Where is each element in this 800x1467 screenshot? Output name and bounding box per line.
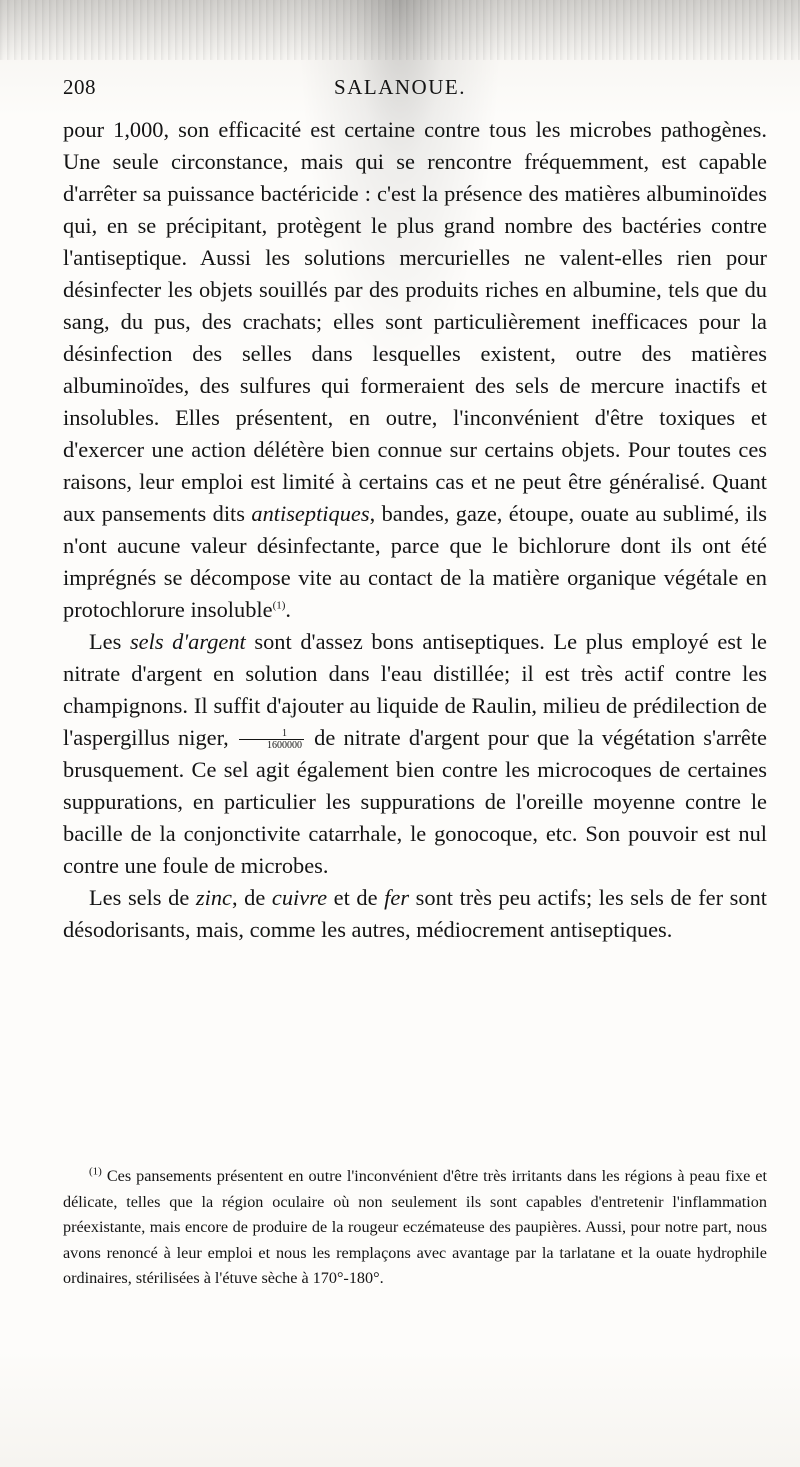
running-title: SALANOUE.: [334, 75, 466, 99]
paragraph-zinc-copper-iron: Les sels de zinc, de cuivre et de fer sont très peu actifs; les sels de fer sont désodorisants, mais, comme les autres, médiocrement antiseptiques.: [63, 885, 767, 942]
fraction-numerator: 1: [239, 728, 304, 740]
footnote-reference[interactable]: (1): [272, 599, 286, 612]
italic-term: antiseptiques: [251, 501, 370, 526]
fraction: [239, 728, 304, 751]
fraction-denominator: 1600000: [266, 740, 302, 752]
scan-edge-shadow: [0, 0, 800, 60]
paragraph-silver-salts: Les sels d'argent sont d'assez bons antiseptiques. Le plus employé est le nitrate d'argent en solution dans l'eau distillée; il est très actif contre les champignons. Il suffit d'ajouter au liquide de Raulin, milieu de prédilection de l'aspergillus niger, $\frac{1}{1600000}$ de nitrate d'argent pour que la végétation s'arrête brusquement. Ce sel agit également bien contre les microcoques de certaines suppurations, en particulier les suppurations de l'oreille moyenne contre le bacille de la conjonctivite catarrhale, le gonocoque, etc. Son pouvoir est nul contre une foule de microbes.: [63, 629, 767, 878]
italic-term: cuivre: [271, 885, 328, 910]
italic-term: zinc: [195, 885, 232, 910]
footnote-marker: (1): [89, 1165, 102, 1178]
italic-term: fer: [384, 885, 410, 910]
italic-term: sels d'argent: [129, 629, 246, 654]
page-header: [0, 75, 800, 109]
page-number: 208: [63, 75, 96, 99]
paragraph-mercury: pour 1,000, son efficacité est certaine contre tous les microbes pathogènes. Une seule circonstance, mais qui se rencontre fréquemment, est capable d'arrêter sa puissance bactéricide : c'est la présence des matières albuminoïdes qui, en se précipitant, protègent le plus grand nombre des bactéries contre l'antiseptique. Aussi les solutions mercurielles ne valent-elles rien pour désinfecter les objets souillés par des produits riches en albumine, tels que du sang, du pus, des crachats; elles sont particulièrement inefficaces pour la désinfection des selles dans lesquelles existent, outre des matières albuminoïdes, des sulfures qui formeraient des sels de mercure inactifs et insolubles. Elles présentent, en outre, l'inconvénient d'être toxiques et d'exercer une action délétère bien connue sur certains objets. Pour toutes ces raisons, leur emploi est limité à certains cas et ne peut être généralisé. Quant aux pansements dits antiseptiques, bandes, gaze, étoupe, ouate au sublimé, ils n'ont aucune valeur désinfectante, parce que le bichlorure dont ils ont été imprégnés se décompose vite au contact de la matière organique végétale en protochlorure insoluble$^{(1)}$.: [63, 117, 767, 622]
footnote: [63, 1164, 767, 1292]
main-text: [63, 114, 767, 946]
footnote-text: $^{(1)}$ Ces pansements présentent en outre l'inconvénient d'être très irritants dans les régions à peau fixe et délicate, telles que la région oculaire où non seulement ils sont capables d'entretenir l'inflammation préexistante, mais encore de produire de la rougeur eczémateuse des paupières. Aussi, pour notre part, nous avons renoncé à leur emploi et nous les remplaçons avec avantage par la tarlatane et la ouate hydrophile ordinaires, stérilisées à l'étuve sèche à 170°-180°.: [63, 1165, 767, 1287]
